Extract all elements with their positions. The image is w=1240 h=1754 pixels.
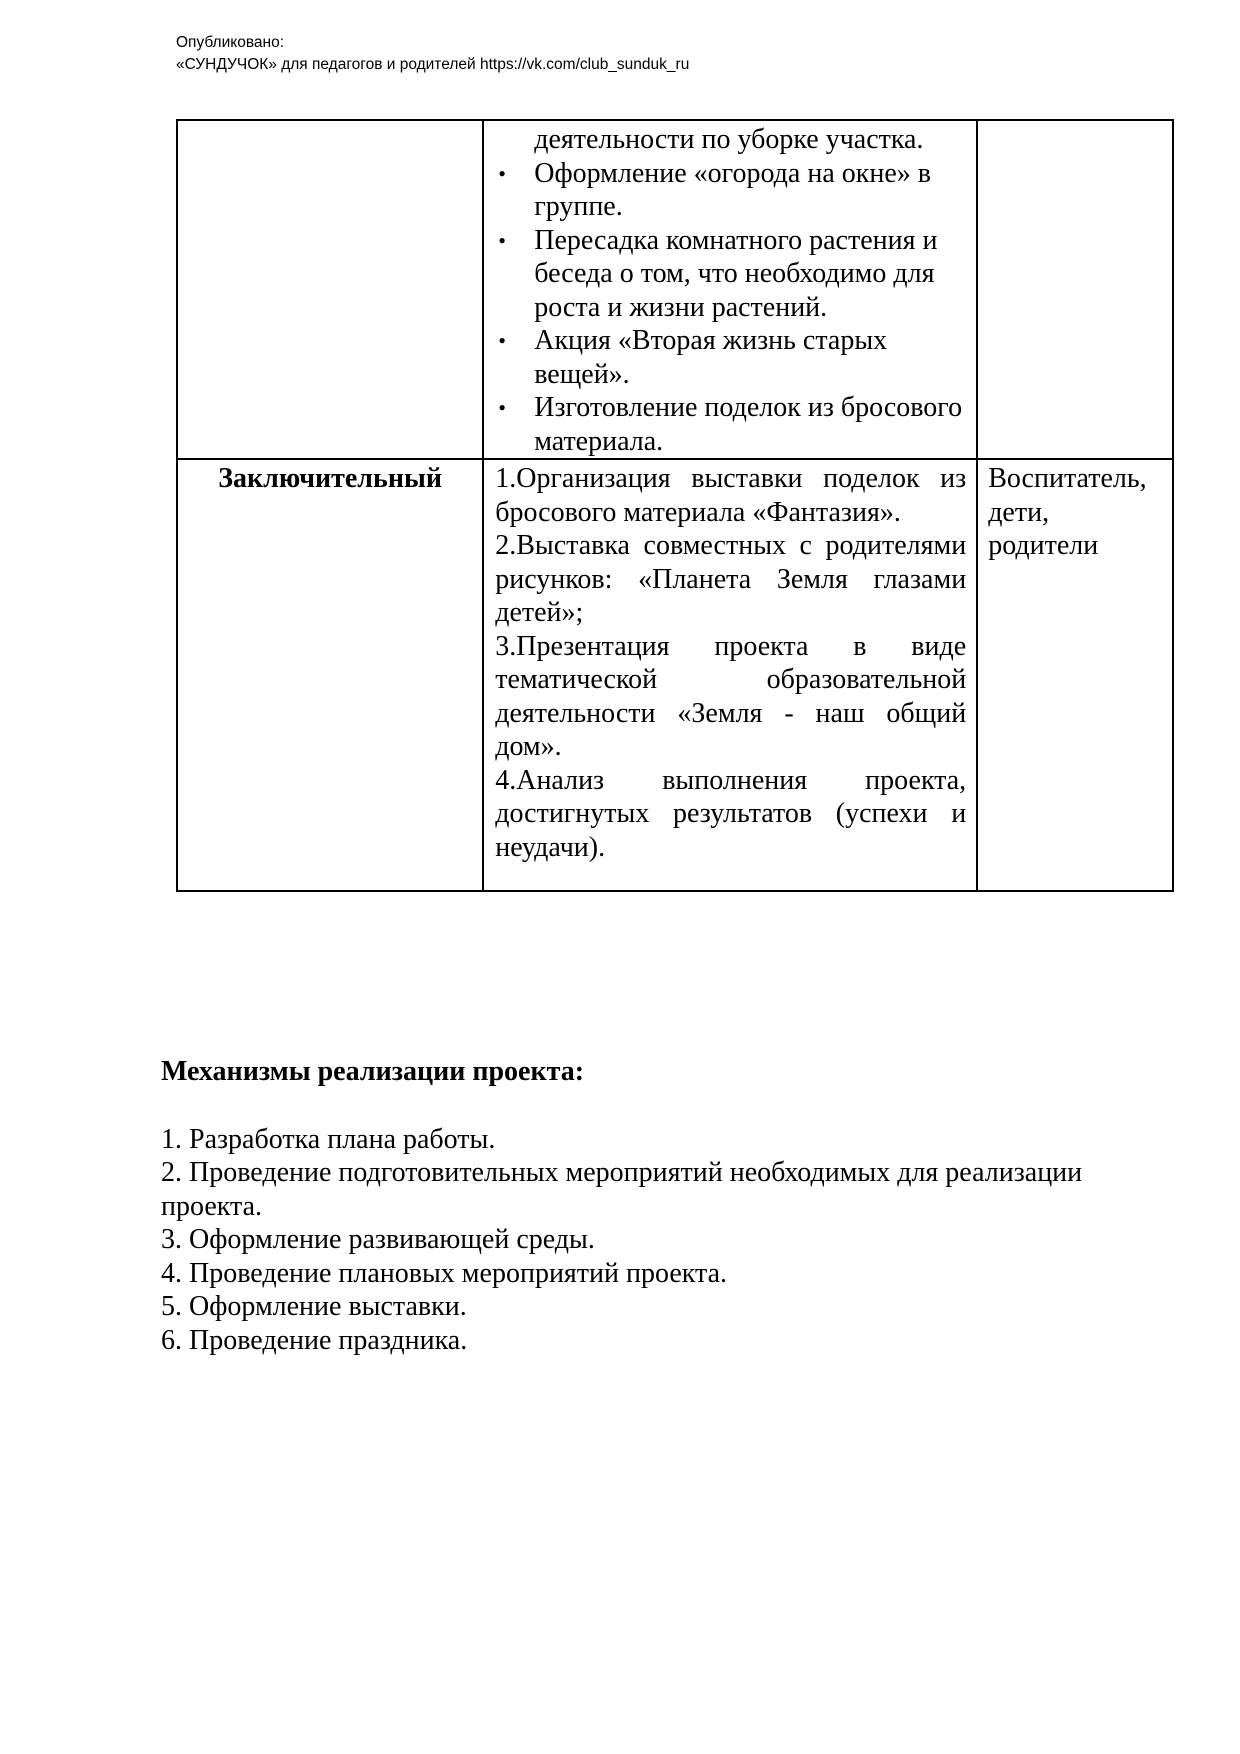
item-text: Изготовление поделок из бросового материала. [534,392,963,457]
list-item: 5. Оформление выставки. [161,1291,467,1322]
list-item [498,324,962,391]
activities-cell [483,120,977,459]
list-item: 3. Оформление развивающей среды. [161,1224,595,1255]
list-item: 1. Разработка плана работы. [161,1123,496,1155]
item-text: Пересадка комнатного растения и беседа о том, что необходимо для роста и жизни растений. [534,224,938,323]
list-item: 1.Организация выставки поделок из бросового материала «Фантазия». [495,463,967,528]
item-text: Оформление «огорода на окне» в группе. [534,157,931,222]
project-stages-table [176,119,1174,892]
bullet-icon: • [498,395,506,420]
bullet-icon: • [498,328,506,353]
list-item: 4.Анализ выполнения проекта, достигнутых результатов (успехи и неудачи). [495,764,967,863]
source-line: «СУНДУЧОК» для педагогов и родителей https://vk.com/club_sunduk_ru [176,56,690,73]
bullet-icon: • [498,160,506,186]
list-item [498,157,962,224]
list-item: 4. Проведение плановых мероприятий проекта. [161,1257,728,1289]
stage-name: Заключительный [218,463,442,494]
participants-cell [977,120,1173,459]
stage-cell [177,120,483,459]
table-row [177,120,1173,459]
bullet-icon: • [498,227,506,253]
mechanisms-section [161,1055,1161,1357]
list-item [498,224,962,325]
list-item: деятельности по уборке участка. [534,124,924,155]
stage-cell [177,459,483,891]
item-text: Акция «Вторая жизнь старых вещей». [534,325,888,390]
list-item: 2.Выставка совместных с родителями рисунков: «Планета Земля глазами детей»; [495,530,967,628]
list-item [498,391,962,458]
list-item: 3.Презентация проекта в виде тематической образовательной деятельности «Земля - наш общий дом». [495,630,967,762]
participants-cell [977,459,1173,891]
list-item: 6. Проведение праздника. [161,1324,468,1356]
mechanisms-list [161,1123,1161,1358]
published-label: Опубликовано: [176,34,285,51]
section-title: Механизмы реализации проекта: [161,1056,585,1087]
activities-cell [483,459,977,891]
list-item: 2. Проведение подготовительных мероприятий необходимых для реализации проекта. [161,1157,1083,1222]
participants-text: Воспитатель, дети, родители [988,463,1147,561]
table-row [177,459,1173,891]
